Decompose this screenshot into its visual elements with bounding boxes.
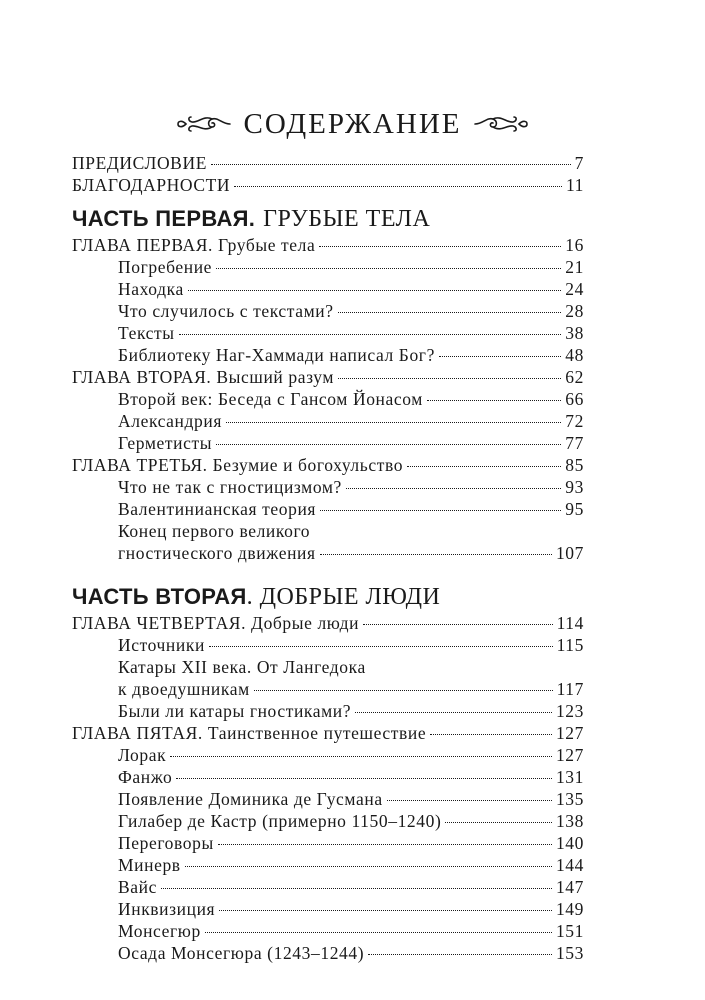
entry-title: ПРЕДИСЛОВИЕ	[72, 153, 207, 173]
toc-section[interactable]	[72, 300, 584, 322]
leader-dots	[185, 866, 552, 867]
entry-page: 117	[556, 679, 584, 699]
leader-dots	[338, 378, 561, 379]
toc-section[interactable]	[72, 344, 584, 366]
leader-dots	[226, 422, 561, 423]
toc-section[interactable]	[72, 810, 584, 832]
toc-chapter[interactable]	[72, 612, 584, 634]
entry-title-line1: Конец первого великого	[118, 521, 311, 541]
entry-title: Гилабер де Кастр (примерно 1150–1240)	[118, 811, 442, 831]
entry-page: 72	[565, 411, 584, 431]
entry-title: Лорак	[118, 745, 167, 765]
leader-dots	[188, 290, 561, 291]
part-heading-2[interactable]	[72, 582, 584, 612]
entry-title-line1: Катары XII века. От Лангедока	[118, 657, 366, 677]
entry-page: 16	[565, 235, 584, 255]
leader-dots	[407, 466, 561, 467]
leader-dots	[368, 954, 552, 955]
entry-title: ГЛАВА ВТОРАЯ. Высший разум	[72, 367, 335, 387]
toc-heading	[0, 104, 705, 144]
leader-dots	[179, 334, 562, 335]
ornament-left-icon	[174, 113, 232, 135]
toc-section[interactable]	[72, 542, 584, 564]
toc-section[interactable]	[72, 700, 584, 722]
leader-dots	[234, 186, 562, 187]
entry-page: 127	[555, 723, 584, 743]
entry-title: Источники	[118, 635, 205, 655]
leader-dots	[445, 822, 552, 823]
entry-page: 48	[565, 345, 584, 365]
toc-chapter[interactable]	[72, 722, 584, 744]
leader-dots	[216, 268, 561, 269]
leader-dots	[209, 646, 553, 647]
leader-dots	[254, 690, 553, 691]
toc-section[interactable]	[72, 388, 584, 410]
toc-section[interactable]	[72, 744, 584, 766]
entry-page: 107	[555, 543, 584, 563]
entry-page: 93	[565, 477, 584, 497]
toc-section[interactable]	[72, 678, 584, 700]
leader-dots	[161, 888, 552, 889]
entry-page: 24	[565, 279, 584, 299]
leader-dots	[176, 778, 552, 779]
entry-page: 153	[555, 943, 584, 963]
entry-page: 151	[555, 921, 584, 941]
leader-dots	[219, 910, 552, 911]
leader-dots	[355, 712, 552, 713]
toc-entry-preface[interactable]	[72, 152, 584, 174]
entry-title: ГЛАВА ПЯТАЯ. Таинственное путешествие	[72, 723, 427, 743]
entry-title: Александрия	[118, 411, 222, 431]
toc-section[interactable]	[72, 898, 584, 920]
entry-page: 11	[565, 175, 584, 195]
toc-section[interactable]	[72, 256, 584, 278]
entry-page: 77	[565, 433, 584, 453]
leader-dots	[430, 734, 552, 735]
toc-section[interactable]	[72, 832, 584, 854]
toc-section[interactable]	[72, 498, 584, 520]
entry-title: Что случилось с текстами?	[118, 301, 334, 321]
leader-dots	[320, 510, 561, 511]
leader-dots	[319, 246, 561, 247]
toc-section[interactable]	[72, 876, 584, 898]
entry-title: БЛАГОДАРНОСТИ	[72, 175, 231, 195]
entry-title: Погребение	[118, 257, 213, 277]
toc-section[interactable]	[72, 854, 584, 876]
toc-section[interactable]	[72, 766, 584, 788]
entry-page: 131	[555, 767, 584, 787]
entry-page: 135	[555, 789, 584, 809]
entry-page: 114	[556, 613, 584, 633]
leader-dots	[320, 554, 552, 555]
entry-title: Второй век: Беседа с Гансом Йонасом	[118, 389, 423, 409]
leader-dots	[338, 312, 562, 313]
leader-dots	[346, 488, 561, 489]
ornament-right-icon	[473, 113, 531, 135]
entry-page: 149	[555, 899, 584, 919]
part-title: ГРУБЫЕ ТЕЛА	[263, 206, 431, 232]
toc-chapter[interactable]	[72, 366, 584, 388]
toc-chapter[interactable]	[72, 234, 584, 256]
leader-dots	[218, 844, 552, 845]
entry-title: Инквизиция	[118, 899, 216, 919]
entry-title: Переговоры	[118, 833, 214, 853]
toc-entry-acknowledgements[interactable]	[72, 174, 584, 196]
entry-title: ГЛАВА ПЕРВАЯ. Грубые тела	[72, 235, 316, 255]
entry-page: 144	[555, 855, 584, 875]
entry-page: 85	[565, 455, 584, 475]
leader-dots	[170, 756, 552, 757]
entry-page: 140	[555, 833, 584, 853]
entry-title: Библиотеку Наг-Хаммади написал Бог?	[118, 345, 435, 365]
entry-page: 38	[565, 323, 584, 343]
part-label: ЧАСТЬ ПЕРВАЯ.	[72, 206, 256, 231]
toc-section[interactable]	[72, 942, 584, 964]
table-of-contents	[72, 152, 584, 964]
entry-title: ГЛАВА ТРЕТЬЯ. Безумие и богохульство	[72, 455, 404, 475]
leader-dots	[363, 624, 553, 625]
leader-dots	[439, 356, 561, 357]
entry-page: 66	[565, 389, 584, 409]
toc-section[interactable]	[72, 634, 584, 656]
toc-section[interactable]	[72, 476, 584, 498]
toc-section[interactable]	[72, 788, 584, 810]
part-title: . ДОБРЫЕ ЛЮДИ	[246, 584, 441, 610]
entry-title: Герметисты	[118, 433, 213, 453]
part-label: ЧАСТЬ ВТОРАЯ	[72, 584, 247, 609]
entry-title: к двоедушникам	[118, 679, 250, 699]
toc-section[interactable]	[72, 432, 584, 454]
leader-dots	[216, 444, 561, 445]
leader-dots	[427, 400, 561, 401]
entry-title: Тексты	[118, 323, 175, 343]
toc-chapter[interactable]	[72, 454, 584, 476]
toc-section[interactable]	[72, 410, 584, 432]
leader-dots	[211, 164, 571, 165]
entry-page: 127	[555, 745, 584, 765]
toc-section[interactable]	[72, 920, 584, 942]
toc-title: СОДЕРЖАНИЕ	[243, 107, 462, 140]
entry-page: 115	[556, 635, 584, 655]
entry-page: 28	[565, 301, 584, 321]
entry-title: Осада Монсегюра (1243–1244)	[118, 943, 365, 963]
leader-dots	[387, 800, 552, 801]
toc-section[interactable]	[72, 278, 584, 300]
entry-title: Что не так с гностицизмом?	[118, 477, 342, 497]
entry-title: Фанжо	[118, 767, 173, 787]
toc-section[interactable]	[72, 322, 584, 344]
entry-title: Находка	[118, 279, 184, 299]
leader-dots	[205, 932, 552, 933]
entry-page: 7	[574, 153, 584, 173]
entry-title: ГЛАВА ЧЕТВЕРТАЯ. Добрые люди	[72, 613, 360, 633]
entry-title: Были ли катары гностиками?	[118, 701, 352, 721]
entry-title: Появление Доминика де Гусмана	[118, 789, 383, 809]
entry-page: 138	[555, 811, 584, 831]
entry-title: гностического движения	[118, 543, 316, 563]
entry-page: 147	[555, 877, 584, 897]
entry-page: 123	[555, 701, 584, 721]
entry-page: 62	[565, 367, 584, 387]
entry-title: Монсегюр	[118, 921, 201, 941]
entry-page: 95	[565, 499, 584, 519]
part-heading-1[interactable]	[72, 204, 584, 234]
entry-title: Вайс	[118, 877, 157, 897]
entry-page: 21	[565, 257, 584, 277]
entry-title: Валентинианская теория	[118, 499, 317, 519]
entry-title: Минерв	[118, 855, 181, 875]
